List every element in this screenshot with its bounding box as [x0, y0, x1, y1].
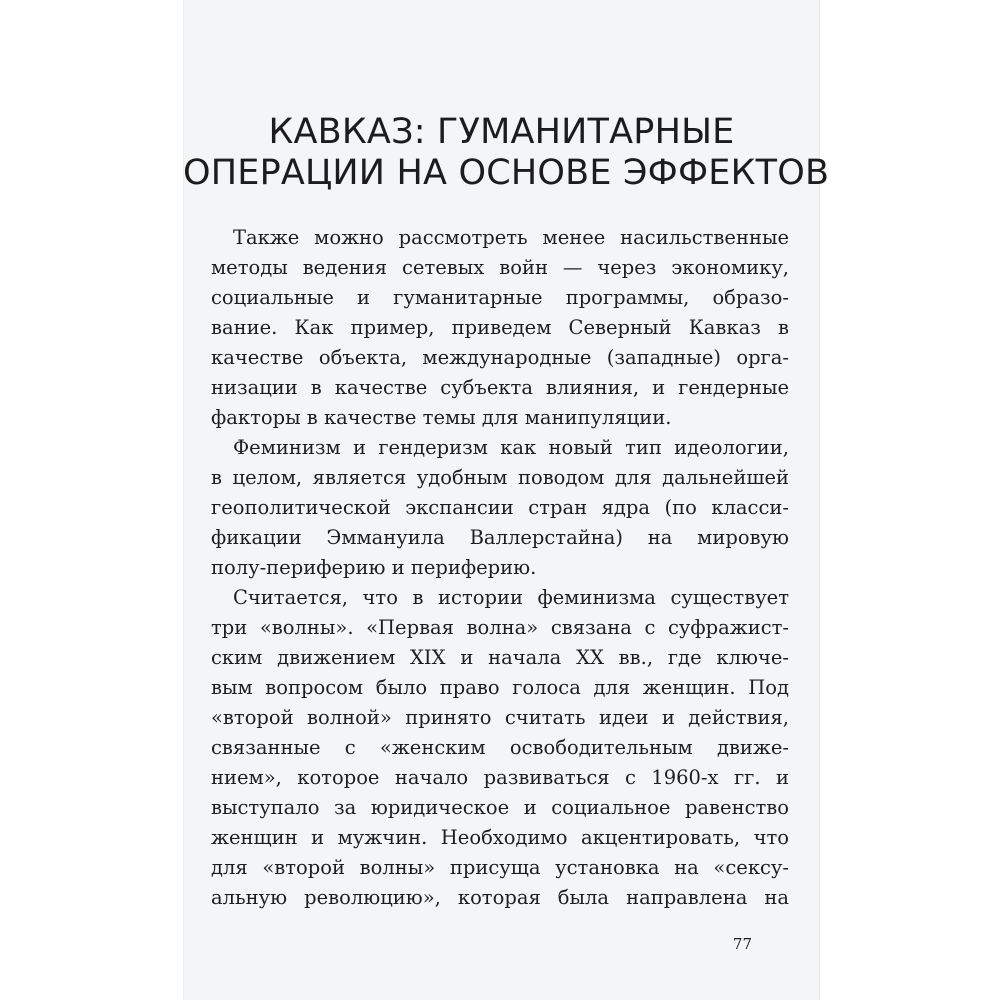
- chapter-title-line-1: КАВКАЗ: ГУМАНИТАРНЫЕ: [268, 112, 735, 152]
- text-line: для «второй волны» присуща установка на «сексу-: [211, 856, 789, 879]
- text-line: полу-периферию и периферию.: [211, 556, 537, 579]
- body-text: [211, 223, 789, 913]
- text-line: альную революцию», которая была направлена на: [211, 886, 789, 909]
- text-line: нием», которое начало развиваться с 1960-х гг. и: [211, 766, 789, 789]
- text-line: выступало за юридическое и социальное равенство: [211, 796, 789, 819]
- text-line: связанные с «женским освободительным движе-: [211, 736, 789, 759]
- text-line: вым вопросом было право голоса для женщин. Под: [211, 676, 789, 699]
- text-line: женщин и мужчин. Необходимо акцентировать, что: [211, 826, 789, 849]
- text-line: социальные и гуманитарные программы, образо-: [211, 286, 789, 309]
- chapter-title-line-2: ОПЕРАЦИИ НА ОСНОВЕ ЭФФЕКТОВ: [183, 153, 830, 193]
- text-line: низации в качестве субъекта влияния, и гендерные: [211, 376, 789, 399]
- text-line: методы ведения сетевых войн — через экономику,: [211, 256, 789, 279]
- text-line: Также можно рассмотреть менее насильственные: [233, 226, 789, 249]
- book-page: [183, 0, 830, 1000]
- text-line: в целом, является удобным поводом для дальнейшей: [211, 466, 789, 489]
- text-line: ским движением XIX и начала XX вв., где ключе-: [211, 646, 789, 669]
- text-line: качестве объекта, международные (западные) орга-: [211, 346, 789, 369]
- page-number: 77: [732, 935, 752, 953]
- text-line: геополитической экспансии стран ядра (по класси-: [211, 496, 789, 519]
- text-line: фикации Эммануила Валлерстайна) на мировую: [211, 526, 789, 549]
- text-line: Феминизм и гендеризм как новый тип идеологии,: [233, 436, 789, 459]
- text-line: Считается, что в истории феминизма существует: [233, 586, 789, 609]
- text-line: «второй волной» принято считать идеи и действия,: [211, 706, 789, 729]
- text-line: три «волны». «Первая волна» связана с суфражист-: [211, 616, 789, 639]
- text-line: вание. Как пример, приведем Северный Кавказ в: [211, 316, 789, 339]
- text-line: факторы в качестве темы для манипуляции.: [211, 406, 672, 429]
